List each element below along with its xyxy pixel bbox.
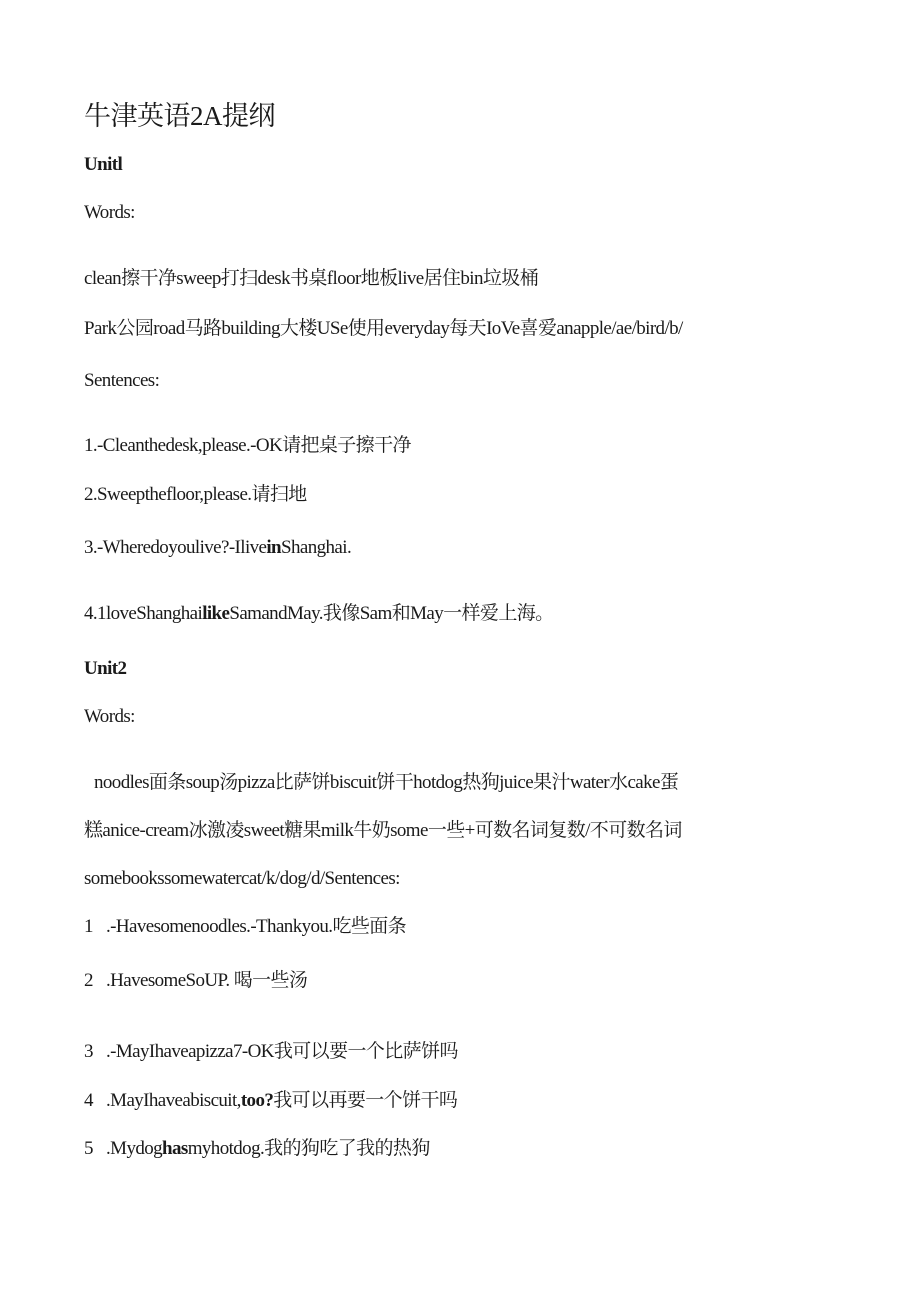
sentence-text: .-MayIhaveapizza7-OK我可以要一个比萨饼吗 — [106, 1041, 458, 1062]
sentence-text: 4.1loveShanghai — [84, 603, 203, 624]
unit2-sentence-3 — [84, 1040, 458, 1064]
sentence-text: SamandMay.我像Sam和May一样爱上海。 — [229, 603, 554, 624]
unit1-sentence-4 — [84, 602, 554, 626]
sentence-text: .MayIhaveabiscuit, — [106, 1090, 241, 1111]
page-title: 牛津英语2A提纲 — [84, 101, 275, 131]
sentence-bold-word: in — [266, 537, 282, 558]
sentence-text: .HavesomeSoUP. 喝一些汤 — [106, 970, 308, 991]
sentence-text: myhotdog.我的狗吃了我的热狗 — [187, 1138, 430, 1159]
sentence-text: .Mydog — [106, 1138, 163, 1159]
sentence-number: 4 — [84, 1090, 93, 1111]
sentence-number: 3 — [84, 1041, 93, 1062]
unit2-words-line-1: noodles面条soup汤pizza比萨饼biscuit饼干hotdog热狗juice果汁water水cake蛋 — [94, 772, 679, 793]
unit1-heading: Unitl — [84, 154, 123, 175]
sentence-text: Shanghai. — [281, 537, 352, 558]
unit2-sentence-2 — [84, 969, 307, 993]
sentence-text: 我可以再要一个饼干吗 — [273, 1090, 458, 1111]
unit1-sentence-2: 2.Sweepthefloor,please.请扫地 — [84, 484, 307, 505]
unit2-words-line-2: 糕anice-cream冰激凌sweet糖果milk牛奶some一些+可数名词复数/不可数名词 — [84, 820, 682, 841]
sentence-bold-word: has — [162, 1138, 188, 1159]
sentence-number: 1 — [84, 916, 93, 937]
unit2-heading: Unit2 — [84, 658, 127, 679]
unit1-sentence-3 — [84, 536, 351, 560]
sentence-number: 5 — [84, 1138, 93, 1159]
unit2-sentence-1 — [84, 915, 406, 939]
unit1-words-label: Words: — [84, 202, 135, 223]
sentence-bold-word: like — [202, 603, 230, 624]
unit2-words-line-3: somebookssomewatercat/k/dog/d/Sentences: — [84, 868, 400, 889]
unit1-sentence-1: 1.-Cleanthedesk,please.-OK请把桌子擦干净 — [84, 435, 411, 456]
unit1-words-line-1: clean擦干净sweep打扫desk书桌floor地板live居住bin垃圾桶 — [84, 268, 539, 289]
sentence-text: 3.-Wheredoyoulive?-Ilive — [84, 537, 267, 558]
sentence-number: 2 — [84, 970, 93, 991]
unit2-sentence-5 — [84, 1137, 430, 1161]
unit2-sentence-4 — [84, 1089, 457, 1113]
unit2-words-label: Words: — [84, 706, 135, 727]
sentence-bold-word: too? — [240, 1090, 274, 1111]
unit1-sentences-label: Sentences: — [84, 370, 160, 391]
sentence-text: .-Havesomenoodles.-Thankyou.吃些面条 — [106, 916, 407, 937]
unit1-words-line-2: Park公园road马路building大楼USe使用everyday每天IoVe喜爱anapple/ae/bird/b/ — [84, 318, 683, 339]
